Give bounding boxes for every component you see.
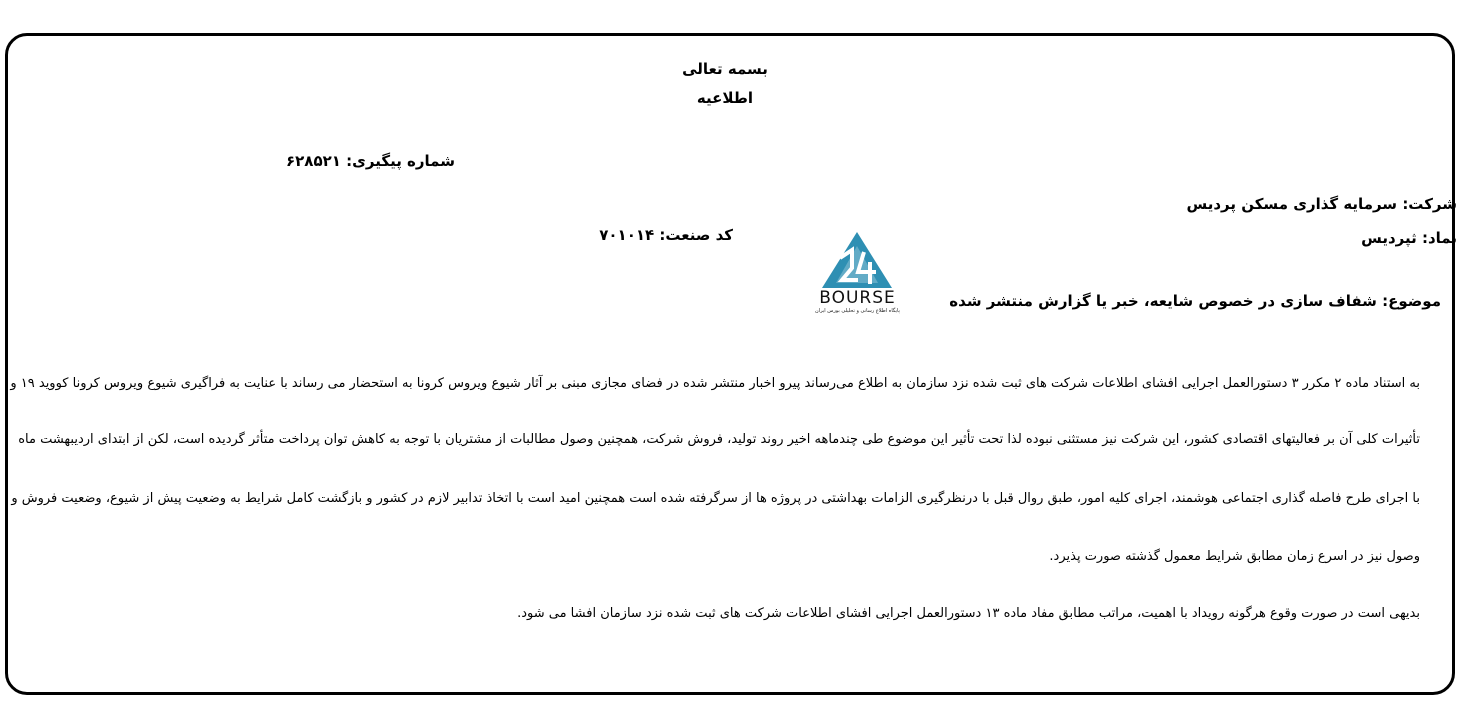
symbol-label: نماد: [1421, 229, 1457, 247]
company-value: سرمایه گذاری مسکن پردیس [1186, 195, 1398, 213]
body-paragraph-3: با اجرای طرح فاصله گذاری اجتماعی هوشمند، اجرای کلیه امور، طبق روال قبل با درنظرگیری الزامات بهداشتی در پروژه ها از سرگرفته شده است همچنین امید است با اتخاذ تدابیر لازم در کشور و بازگشت کامل شرایط به وضعیت پیش از شیوع، وضعیت فروش و [11, 491, 1420, 506]
bismillah-heading: بسمه تعالی [682, 60, 768, 78]
tracking-label: شماره پیگیری: [346, 152, 455, 170]
body-paragraph-2: تأثیرات کلی آن بر فعالیتهای اقتصادی کشور، این شرکت نیز مستثنی نبوده لذا تحت تأثیر این موضوع طی چندماهه اخیر روند تولید، فروش شرکت، همچنین وصول مطالبات از مشتریان با توجه به کاهش توان پرداخت متأثر گردیده است، لکن از ابتدای اردیبهشت ماه [18, 432, 1420, 447]
logo-tagline: پایگاه اطلاع رسانی و تحلیلی بورس ایران [815, 308, 900, 314]
tracking-value: ۶۲۸۵۲۱ [285, 152, 341, 170]
industry-label: کد صنعت: [659, 226, 733, 244]
industry-code-line [599, 226, 733, 244]
announcement-title: اطلاعیه [696, 89, 754, 107]
symbol-line [1361, 229, 1457, 247]
subject-label: موضوع: [1382, 292, 1441, 310]
company-line [1186, 195, 1457, 213]
company-label: شرکت: [1402, 195, 1457, 213]
industry-value: ۷۰۱۰۱۴ [599, 226, 655, 244]
bourse-logo-icon [800, 228, 915, 290]
symbol-value: ثپردیس [1361, 229, 1417, 247]
bourse-logo [800, 228, 915, 324]
subject-value: شفاف سازی در خصوص شایعه، خبر یا گزارش منتشر شده [949, 292, 1377, 310]
body-paragraph-5: بدیهی است در صورت وقوع هرگونه رویداد با اهمیت، مراتب مطابق مفاد ماده ۱۳ دستورالعمل اجرایی افشای اطلاعات شرکت های ثبت شده نزد سازمان افشا می شود. [517, 606, 1420, 621]
logo-brand: BOURSE [819, 288, 896, 308]
tracking-number [286, 152, 455, 170]
document-frame [5, 33, 1455, 695]
subject-line [949, 292, 1441, 310]
body-paragraph-4: وصول نیز در اسرع زمان مطابق شرایط معمول گذشته صورت پذیرد. [1049, 549, 1420, 564]
body-paragraph-1: به استناد ماده ۲ مکرر ۳ دستورالعمل اجرایی افشای اطلاعات شرکت های ثبت شده نزد سازمان به اطلاع می‌رساند پیرو اخبار منتشر شده در فضای مجازی مبنی بر آثار شیوع ویروس کرونا به استحضار می رساند با عنایت به فراگیری شیوع ویروس کرونا کووید ۱۹ و [10, 376, 1420, 391]
